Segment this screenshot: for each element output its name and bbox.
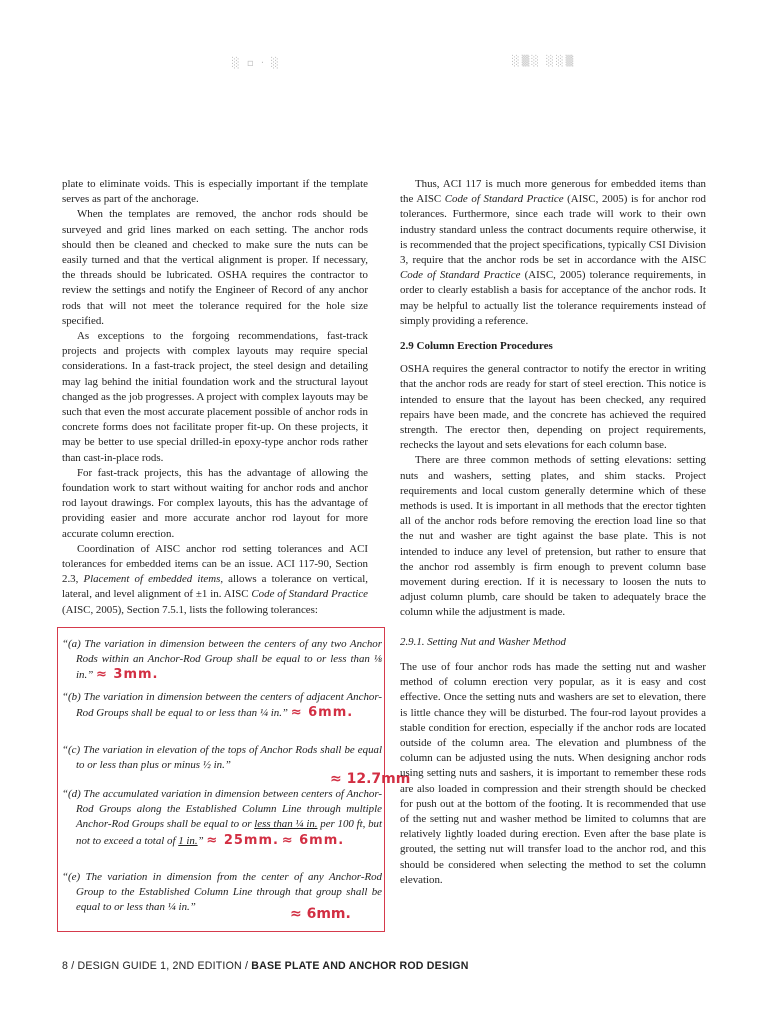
footer-title: BASE PLATE AND ANCHOR ROD DESIGN [251,960,469,972]
scan-artifact: ░▒░ ░░▒ [512,56,576,67]
handwritten-note: ≈ 6mm. [290,906,351,922]
tolerance-a: “(a) The variation in dimension between the centers of any two Anchor Rods within an Anchor-Rod Group shall be equal to or less than ⅛ in.” ≈ 3mm. [62,638,382,683]
tolerance-b: “(b) The variation in dimension between the centers of adjacent Anchor-Rod Groups shall be equal to or less than ¼ in.” ≈ 6mm. [62,691,382,721]
scan-artifact: ░ ▫ · ░ [232,58,281,69]
handwritten-note: ≈ 6mm. [290,705,354,721]
paragraph: For fast-track projects, this has the advantage of allowing the foundation work to start without waiting for anchor rods and anchor rod layout drawings. For complex layouts, this has the advantage of providing easier and more accurate anchor rod layout for more accurate column erection. [62,466,368,540]
right-column [400,177,706,888]
handwritten-note: ≈ 12.7mm [330,771,411,787]
footer-page-label: 8 / DESIGN GUIDE 1, 2ND EDITION / [62,960,252,972]
section-heading: 2.9 Column Erection Procedures [400,340,553,353]
paragraph: Thus, ACI 117 is much more generous for embedded items than the AISC Code of Standard Practice (AISC, 2005) is for anchor rod tolerances. Furthermore, since each trade will work to their own industry standard unless the contract documents require otherwise, it is recommended that the project specifications, typically CSI Division 3, require that the anchor rods be set in accordance with the AISC Code of Standard Practice (AISC, 2005) tolerance requirements, in order to clearly establish a basis for acceptance of the anchor rods. It may be helpful to actually list the tolerance requirements instead of simply providing a reference. [400,178,706,327]
paragraph: When the templates are removed, the anchor rods should be surveyed and grid lines marked on each setting. The anchor rods should then be cleaned and checked to make sure the nuts can be easily turned and that the vertical alignment is proper. If necessary, the threads should be lubricated. OSHA requires the contractor to review the settings and notify the Engineer of Record of any anchor rods that will not meet the tolerance required for the hole size specified. [62,208,368,327]
paragraph: plate to eliminate voids. This is especially important if the template serves as part of the anchorage. [62,178,368,206]
paragraph: OSHA requires the general contractor to notify the erector in writing that the anchor rods are ready for start of steel erection. This notice is intended to ensure that the layout has been checked, any required repairs have been made, and the concrete has achieved the required strength. The erector then, depending on project requirements, rechecks the layout and sets elevations for each column base. [400,363,706,452]
tolerance-d: “(d) The accumulated variation in dimension between centers of Anchor-Rod Groups along the Established Column Line through multiple Anchor-Rod Groups shall be equal to or less than ¼ in. per 100 ft, but not to exceed a total of 1 in.” ≈ 25mm. ≈ 6mm. [62,788,382,848]
left-column [62,177,368,618]
paragraph: There are three common methods of setting elevations: setting nuts and washers, setting plates, and shim stacks. Project requirements and local custom generally determine which of these methods is used. It is important in all methods that the erector tighten all of the anchor rods before removing the erection load line so that the nut and washer are tight against the base plate. This is not intended to induce any level of pretension, but rather to ensure that the anchor rod assembly is firm enough to prevent column base movement during erection. If it is necessary to loosen the nuts to adjust column plumb, care should be taken to adequately brace the column while the adjustment is made. [400,454,706,619]
handwritten-note: ≈ 3mm. [96,667,159,683]
tolerance-e: “(e) The variation in dimension from the center of any Anchor-Rod Group to the Established Column Line through that group shall be equal to or less than ¼ in.” [62,871,382,914]
paragraph: As exceptions to the forgoing recommendations, fast-track projects and projects with complex layouts may require special considerations. In a fast-track project, the steel design and detailing may lag behind the initial foundation work and the structural layout changed as the job progresses. A project with complex layouts may be such that even the most accurate placement possible of anchor rods in concrete forms does not facilitate proper fit-up. On these projects, it may be better to use special drilled-in epoxy-type anchor rods rather than cast-in-place rods. [62,330,368,464]
paragraph: Coordination of AISC anchor rod setting tolerances and ACI tolerances for embedded items can be an issue. ACI 117-90, Section 2.3, Placement of embedded items, allows a tolerance on vertical, lateral, and level alignment of ±1 in. AISC Code of Standard Practice (AISC, 2005), Section 7.5.1, lists the following tolerances: [62,542,368,616]
handwritten-note: ≈ 25mm. [206,832,279,848]
page-footer [62,960,469,972]
paragraph: The use of four anchor rods has made the setting nut and washer method of column erection very popular, as it is easy and cost effective. Once the setting nuts and washers are set to elevation, there is little chance they will be disturbed. The four-rod layout provides a stable condition for erection, especially if the anchor rods are located outside of the column area. The elevation and plumbness of the column can be adjusted using the nuts. When designing anchor rods using setting nuts and sashers, it is important to remember these rods are also loaded in compression and their strength should be checked for push out at the bottom of the footing. It is recommended that use of the setting nut and washer method be limited to columns that are relatively lightly loaded during erection. Even after the base plate is grouted, the setting nut will transfer load to the anchor rod, and this should be considered when selecting the method to set the column elevation. [400,660,706,886]
subsection-heading: 2.9.1. Setting Nut and Washer Method [400,635,566,648]
tolerance-c: “(c) The variation in elevation of the tops of Anchor Rods shall be equal to or less than plus or minus ½ in.” [62,744,382,772]
handwritten-note: ≈ 6mm. [281,832,345,848]
